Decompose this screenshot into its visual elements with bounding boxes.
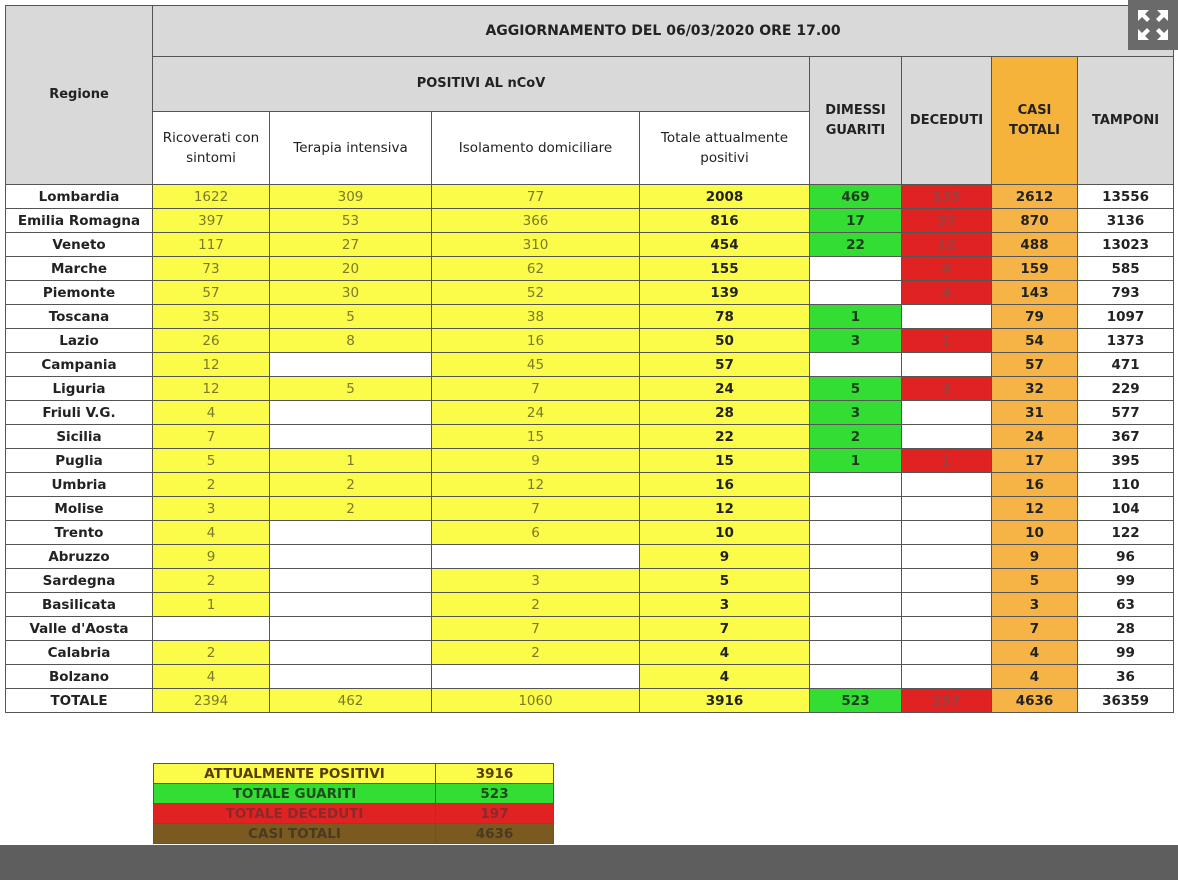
cell-casi-totali: 16 [992,473,1078,497]
cell-deceduti [902,497,992,521]
cell-region-name: Abruzzo [6,545,153,569]
cell-tamponi: 585 [1078,257,1174,281]
cell-totale-attualmente: 2008 [640,185,810,209]
cell-dimessi-guariti [810,257,902,281]
table-title: AGGIORNAMENTO DEL 06/03/2020 ORE 17.00 [153,6,1174,57]
cell-terapia: 309 [270,185,432,209]
cell-tamponi: 793 [1078,281,1174,305]
totals-row [6,689,1174,713]
cell-tamponi: 1373 [1078,329,1174,353]
cell-isolamento: 52 [432,281,640,305]
cell-casi-totali: 7 [992,617,1078,641]
cell-region-name: Piemonte [6,281,153,305]
cell-dimessi-guariti [810,497,902,521]
header-positivi: POSITIVI AL nCoV [153,57,810,112]
cell-deceduti [902,353,992,377]
table-row [6,233,1174,257]
table-body [6,185,1174,713]
cell-isolamento [432,545,640,569]
cell-ricoverati: 5 [153,449,270,473]
cell-terapia: 1 [270,449,432,473]
cell-terapia [270,521,432,545]
cell-tamponi: 1097 [1078,305,1174,329]
cell-casi-totali: 4 [992,665,1078,689]
cell-tamponi: 99 [1078,569,1174,593]
header-terapia: Terapia intensiva [270,112,432,185]
cell-deceduti: 12 [902,233,992,257]
cell-totale-attualmente: 7 [640,617,810,641]
cell-ricoverati: 1622 [153,185,270,209]
total-ricoverati: 2394 [153,689,270,713]
cell-terapia [270,593,432,617]
cell-totale-attualmente: 155 [640,257,810,281]
cell-region-name: Lombardia [6,185,153,209]
cell-ricoverati: 1 [153,593,270,617]
cell-dimessi-guariti [810,545,902,569]
cell-terapia: 2 [270,473,432,497]
table-row [6,449,1174,473]
table-row [6,497,1174,521]
cell-ricoverati: 7 [153,425,270,449]
cell-tamponi: 471 [1078,353,1174,377]
cell-region-name: Bolzano [6,665,153,689]
cell-totale-attualmente: 12 [640,497,810,521]
table-row [6,521,1174,545]
cell-region-name: Campania [6,353,153,377]
header-ricoverati: Ricoverati con sintomi [153,112,270,185]
cell-totale-attualmente: 5 [640,569,810,593]
cell-region-name: Calabria [6,641,153,665]
cell-casi-totali: 17 [992,449,1078,473]
cell-terapia: 2 [270,497,432,521]
cell-isolamento: 2 [432,641,640,665]
cell-ricoverati: 12 [153,377,270,401]
cell-casi-totali: 870 [992,209,1078,233]
cell-terapia [270,545,432,569]
cell-casi-totali: 54 [992,329,1078,353]
total-terapia: 462 [270,689,432,713]
cell-ricoverati: 3 [153,497,270,521]
cell-ricoverati: 2 [153,473,270,497]
cell-deceduti [902,617,992,641]
cell-ricoverati: 4 [153,521,270,545]
table-row [6,377,1174,401]
cell-deceduti [902,305,992,329]
table-row [6,209,1174,233]
cell-ricoverati: 397 [153,209,270,233]
cell-dimessi-guariti: 5 [810,377,902,401]
cell-terapia [270,401,432,425]
summary-label: CASI TOTALI [154,824,436,844]
cell-dimessi-guariti [810,281,902,305]
cell-totale-attualmente: 4 [640,665,810,689]
cell-terapia [270,353,432,377]
header-isolamento: Isolamento domiciliare [432,112,640,185]
cell-ricoverati: 4 [153,665,270,689]
cell-dimessi-guariti: 1 [810,305,902,329]
covid-regional-table [5,5,1174,713]
summary-value: 523 [436,784,554,804]
table-row [6,257,1174,281]
summary-row [154,824,554,844]
header-dimessi: DIMESSI GUARITI [810,57,902,185]
cell-terapia: 20 [270,257,432,281]
cell-dimessi-guariti: 3 [810,401,902,425]
cell-deceduti: 3 [902,377,992,401]
total-totale-attualmente: 3916 [640,689,810,713]
cell-tamponi: 395 [1078,449,1174,473]
cell-region-name: Toscana [6,305,153,329]
cell-ricoverati: 4 [153,401,270,425]
cell-ricoverati: 73 [153,257,270,281]
cell-terapia [270,425,432,449]
total-tamponi: 36359 [1078,689,1174,713]
cell-deceduti [902,569,992,593]
cell-tamponi: 99 [1078,641,1174,665]
cell-tamponi: 229 [1078,377,1174,401]
cell-deceduti: 4 [902,257,992,281]
cell-tamponi: 63 [1078,593,1174,617]
cell-region-name: Veneto [6,233,153,257]
cell-casi-totali: 143 [992,281,1078,305]
cell-deceduti: 4 [902,281,992,305]
cell-isolamento: 3 [432,569,640,593]
cell-totale-attualmente: 816 [640,209,810,233]
cell-deceduti: 1 [902,449,992,473]
bottom-overlay-bar [0,845,1178,880]
cell-dimessi-guariti [810,353,902,377]
cell-isolamento: 7 [432,617,640,641]
summary-row [154,784,554,804]
cell-terapia [270,665,432,689]
cell-deceduti [902,545,992,569]
table-row [6,617,1174,641]
cell-dimessi-guariti [810,641,902,665]
summary-value: 3916 [436,764,554,784]
header-totale-attualmente: Totale attualmente positivi [640,112,810,185]
cell-isolamento: 77 [432,185,640,209]
summary-label: TOTALE GUARITI [154,784,436,804]
cell-region-name: Sardegna [6,569,153,593]
cell-totale-attualmente: 50 [640,329,810,353]
cell-region-name: Molise [6,497,153,521]
cell-deceduti: 37 [902,209,992,233]
cell-casi-totali: 31 [992,401,1078,425]
table-row [6,353,1174,377]
cell-totale-attualmente: 10 [640,521,810,545]
cell-tamponi: 110 [1078,473,1174,497]
cell-casi-totali: 24 [992,425,1078,449]
cell-isolamento: 45 [432,353,640,377]
table-row [6,569,1174,593]
cell-region-name: Marche [6,257,153,281]
cell-isolamento: 310 [432,233,640,257]
cell-region-name: Valle d'Aosta [6,617,153,641]
cell-isolamento: 15 [432,425,640,449]
cell-terapia: 53 [270,209,432,233]
cell-totale-attualmente: 28 [640,401,810,425]
table-row [6,281,1174,305]
table-row [6,425,1174,449]
cell-isolamento: 9 [432,449,640,473]
total-isolamento: 1060 [432,689,640,713]
total-region-name: TOTALE [6,689,153,713]
table-row [6,185,1174,209]
summary-table [153,763,554,844]
cell-ricoverati: 9 [153,545,270,569]
cell-dimessi-guariti [810,593,902,617]
cell-region-name: Emilia Romagna [6,209,153,233]
cell-casi-totali: 5 [992,569,1078,593]
cell-deceduti [902,425,992,449]
cell-totale-attualmente: 24 [640,377,810,401]
cell-tamponi: 96 [1078,545,1174,569]
cell-deceduti: 1 [902,329,992,353]
cell-casi-totali: 3 [992,593,1078,617]
cell-region-name: Friuli V.G. [6,401,153,425]
cell-deceduti: 135 [902,185,992,209]
summary-row [154,804,554,824]
cell-dimessi-guariti: 22 [810,233,902,257]
table-row [6,329,1174,353]
cell-region-name: Sicilia [6,425,153,449]
cell-dimessi-guariti: 3 [810,329,902,353]
header-tamponi: TAMPONI [1078,57,1174,185]
cell-dimessi-guariti [810,569,902,593]
cell-terapia: 27 [270,233,432,257]
cell-totale-attualmente: 22 [640,425,810,449]
cell-dimessi-guariti [810,665,902,689]
cell-totale-attualmente: 4 [640,641,810,665]
summary-value: 4636 [436,824,554,844]
header-regione: Regione [6,6,153,185]
cell-casi-totali: 159 [992,257,1078,281]
cell-isolamento [432,665,640,689]
header-deceduti: DECEDUTI [902,57,992,185]
table-row [6,545,1174,569]
cell-tamponi: 28 [1078,617,1174,641]
cell-totale-attualmente: 78 [640,305,810,329]
cell-dimessi-guariti: 2 [810,425,902,449]
cell-isolamento: 6 [432,521,640,545]
cell-tamponi: 367 [1078,425,1174,449]
cell-terapia [270,641,432,665]
cell-deceduti [902,521,992,545]
cell-region-name: Lazio [6,329,153,353]
cell-dimessi-guariti: 1 [810,449,902,473]
cell-totale-attualmente: 139 [640,281,810,305]
cell-ricoverati: 2 [153,569,270,593]
cell-ricoverati: 57 [153,281,270,305]
cell-region-name: Umbria [6,473,153,497]
cell-ricoverati: 117 [153,233,270,257]
cell-totale-attualmente: 57 [640,353,810,377]
cell-casi-totali: 32 [992,377,1078,401]
cell-tamponi: 13556 [1078,185,1174,209]
table-row [6,665,1174,689]
cell-terapia: 8 [270,329,432,353]
cell-dimessi-guariti [810,521,902,545]
cell-tamponi: 577 [1078,401,1174,425]
cell-isolamento: 7 [432,377,640,401]
cell-isolamento: 12 [432,473,640,497]
cell-terapia: 5 [270,305,432,329]
table-row [6,473,1174,497]
total-deceduti: 197 [902,689,992,713]
cell-region-name: Liguria [6,377,153,401]
cell-tamponi: 104 [1078,497,1174,521]
cell-isolamento: 24 [432,401,640,425]
total-dimessi-guariti: 523 [810,689,902,713]
cell-isolamento: 7 [432,497,640,521]
table-row [6,641,1174,665]
summary-row [154,764,554,784]
cell-isolamento: 62 [432,257,640,281]
cell-ricoverati [153,617,270,641]
cell-dimessi-guariti [810,473,902,497]
cell-ricoverati: 12 [153,353,270,377]
cell-totale-attualmente: 15 [640,449,810,473]
cell-totale-attualmente: 9 [640,545,810,569]
cell-terapia: 30 [270,281,432,305]
cell-isolamento: 16 [432,329,640,353]
summary-value: 197 [436,804,554,824]
cell-tamponi: 122 [1078,521,1174,545]
summary-label: TOTALE DECEDUTI [154,804,436,824]
cell-region-name: Puglia [6,449,153,473]
cell-totale-attualmente: 16 [640,473,810,497]
cell-deceduti [902,665,992,689]
cell-deceduti [902,641,992,665]
cell-deceduti [902,593,992,617]
cell-casi-totali: 4 [992,641,1078,665]
cell-terapia [270,617,432,641]
table-row [6,593,1174,617]
cell-tamponi: 13023 [1078,233,1174,257]
cell-isolamento: 366 [432,209,640,233]
cell-deceduti [902,473,992,497]
header-casi-totali: CASI TOTALI [992,57,1078,185]
cell-isolamento: 2 [432,593,640,617]
fullscreen-expand-icon[interactable] [1128,0,1178,50]
cell-region-name: Basilicata [6,593,153,617]
cell-casi-totali: 10 [992,521,1078,545]
cell-dimessi-guariti: 469 [810,185,902,209]
cell-deceduti [902,401,992,425]
cell-dimessi-guariti: 17 [810,209,902,233]
summary-label: ATTUALMENTE POSITIVI [154,764,436,784]
cell-casi-totali: 2612 [992,185,1078,209]
cell-region-name: Trento [6,521,153,545]
cell-casi-totali: 57 [992,353,1078,377]
cell-totale-attualmente: 3 [640,593,810,617]
cell-tamponi: 36 [1078,665,1174,689]
cell-ricoverati: 26 [153,329,270,353]
cell-terapia [270,569,432,593]
cell-terapia: 5 [270,377,432,401]
cell-isolamento: 38 [432,305,640,329]
cell-ricoverati: 2 [153,641,270,665]
table-row [6,401,1174,425]
cell-tamponi: 3136 [1078,209,1174,233]
cell-casi-totali: 79 [992,305,1078,329]
cell-casi-totali: 9 [992,545,1078,569]
cell-casi-totali: 488 [992,233,1078,257]
cell-ricoverati: 35 [153,305,270,329]
table-row [6,305,1174,329]
cell-dimessi-guariti [810,617,902,641]
total-casi-totali: 4636 [992,689,1078,713]
cell-totale-attualmente: 454 [640,233,810,257]
cell-casi-totali: 12 [992,497,1078,521]
